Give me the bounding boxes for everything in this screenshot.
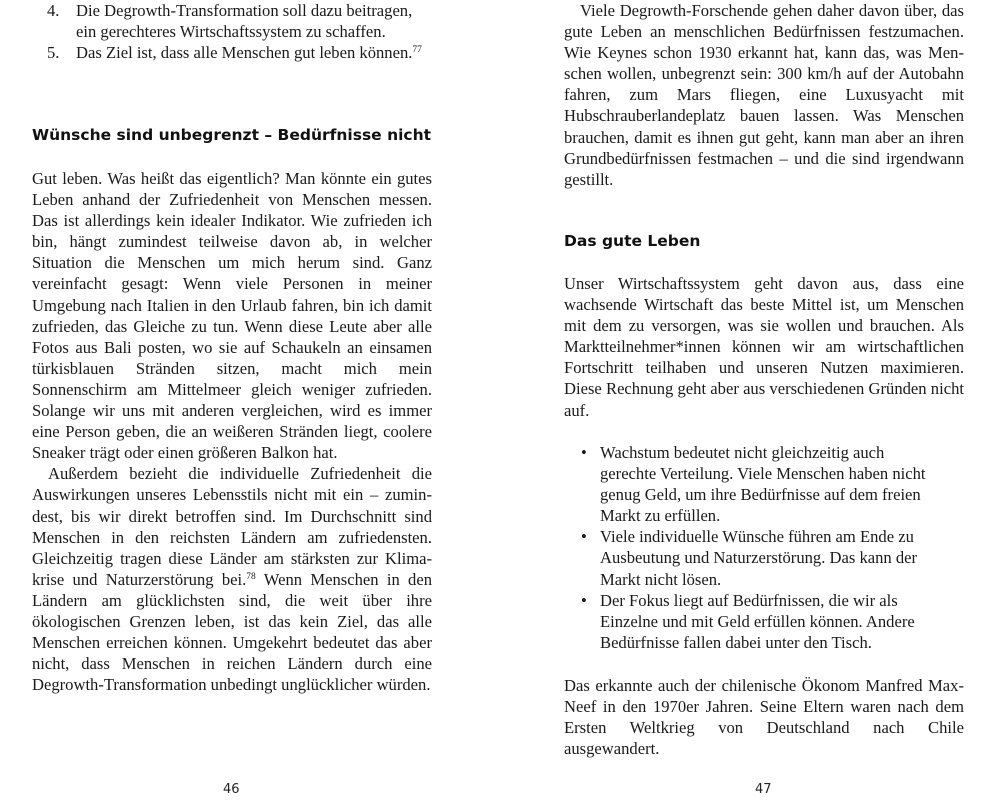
- left-page: [32, 0, 432, 800]
- list-item: [32, 42, 432, 63]
- bullet-item: [564, 442, 934, 526]
- bullet-icon: •: [581, 527, 587, 547]
- bullet-item: [564, 590, 934, 653]
- bullet-list: [564, 442, 934, 653]
- bullet-text: Viele individuelle Wünsche führen am Ende zu Ausbeutung und Naturzerstörung. Das kann der Markt nicht lösen.: [600, 527, 918, 589]
- bullet-text: Der Fokus liegt auf Bedürfnissen, die wir als Einzelne und mit Geld erfüllen können. Andere Bedürfnisse fallen dabei unter den Tisch.: [600, 590, 915, 652]
- bullet-icon: •: [581, 443, 587, 462]
- paragraph-text: Wenn Menschen in den Ländern am glücklichsten sind, die weit über ihre ökologischen Grenzen leben, ist das kein Ziel, das alle Menschen erreichen können. Umgekehrt bedeutet das aber nicht, dass Menschen in reichen Ländern durch eine Degrowth-Transformation unbedingt unglücklicher würden.: [32, 569, 432, 695]
- section-heading: Das gute Leben: [564, 232, 701, 250]
- section-heading: Wünsche sind unbegrenzt – Bedürfnisse nicht: [32, 126, 432, 144]
- paragraph: Gut leben. Was heißt das eigentlich? Man könnte ein gutes Leben anhand der Zufriedenheit von Menschen messen. Das ist allerdings kein idealer Indikator. Wie zufrieden ich bin, hängt zumindest teilweise davon ab, in welcher Situation die Menschen um mich herum sind. Ganz vereinfacht gesagt: Wenn viele Personen in meiner Umgebung nach Italien in den Urlaub fahren, bin ich damit zufrieden, das Gleiche zu tun. Wenn diese Leute aber alle Fotos aus Bali posten, wo sie auf Schaukeln an einsamen türkisblauen Stränden sitzen, macht mich mein Sonnenschirm am Mittelmeer gleich weniger zufrieden. Solange wir uns mit anderen vergleichen, wird es immer eine Person geben, die an weißeren Stränden liegt, coolere Sneaker trägt oder einen größeren Balkon hat.: [32, 169, 432, 463]
- paragraph: [32, 463, 432, 695]
- page-number: 47: [755, 782, 772, 797]
- list-item-number: 4.: [47, 1, 60, 20]
- page-number: 46: [223, 782, 240, 797]
- list-item-number: 5.: [47, 43, 60, 63]
- body-text: [32, 168, 432, 695]
- right-page: [564, 0, 964, 800]
- paragraph: Viele Degrowth-Forschende gehen daher davon über, das gute Leben an menschlichen Bedürfnissen festzumachen. Wie Keynes schon 1930 erkannt hat, kann das, was Menschen wollen, unbegrenzt sein: 300 km/h auf der Autobahn fahren, zum Mars fliegen, eine Luxusyacht mit Hubschrauberlandeplatz bauen lassen. Was Menschen brauchen, damit es ihnen gut geht, kann man aber an ihren Grundbedürfnissen festmachen – und die sind irgendwann gestillt.: [564, 1, 964, 189]
- bullet-text: Wachstum bedeutet nicht gleichzeitig auch gerechte Verteilung. Viele Menschen haben nicht genug Geld, um ihre Bedürfnisse auf dem freien Markt zu erfüllen.: [600, 443, 926, 526]
- footnote-ref: 78: [246, 571, 256, 582]
- list-item-text: Das Ziel ist, dass alle Menschen gut leben können.: [76, 43, 413, 63]
- list-item: [32, 0, 432, 42]
- paragraph: Das erkannte auch der chilenische Ökonom Manfred Max-Neef in den 1970er Jahren. Seine Eltern waren nach dem Ersten Weltkrieg von Deutschland nach Chile ausgewandert.: [564, 676, 964, 759]
- bullet-icon: •: [581, 590, 587, 610]
- bullet-item: [564, 526, 934, 589]
- list-item-text: Die Degrowth-Transformation soll dazu beitragen, ein gerechteres Wirtschaftssystem zu schaffen.: [76, 1, 413, 42]
- numbered-list: [32, 0, 432, 63]
- footnote-ref: 77: [412, 45, 422, 56]
- paragraph-text: Außerdem bezieht die individuelle Zufriedenheit die Auswirkungen unseres Lebensstils nicht mit ein – zumindest, bis wir direkt betroffen sind. Im Durchschnitt sind Menschen in den reichsten Ländern am zufriedensten. Gleichzeitig tragen diese Länder am stärksten zur Klimakrise und Naturzerstörung bei.: [32, 464, 432, 589]
- paragraph: Unser Wirtschaftssystem geht davon aus, dass eine wachsende Wirtschaft das beste Mittel ist, um Menschen mit dem zu versorgen, was sie wollen und brauchen. Als Marktteilnehmer*innen können wir am wirtschaftlichen Fortschritt teilhaben und unseren Nutzen maximieren. Diese Rechnung geht aber aus verschiedenen Gründen nicht auf.: [564, 274, 964, 420]
